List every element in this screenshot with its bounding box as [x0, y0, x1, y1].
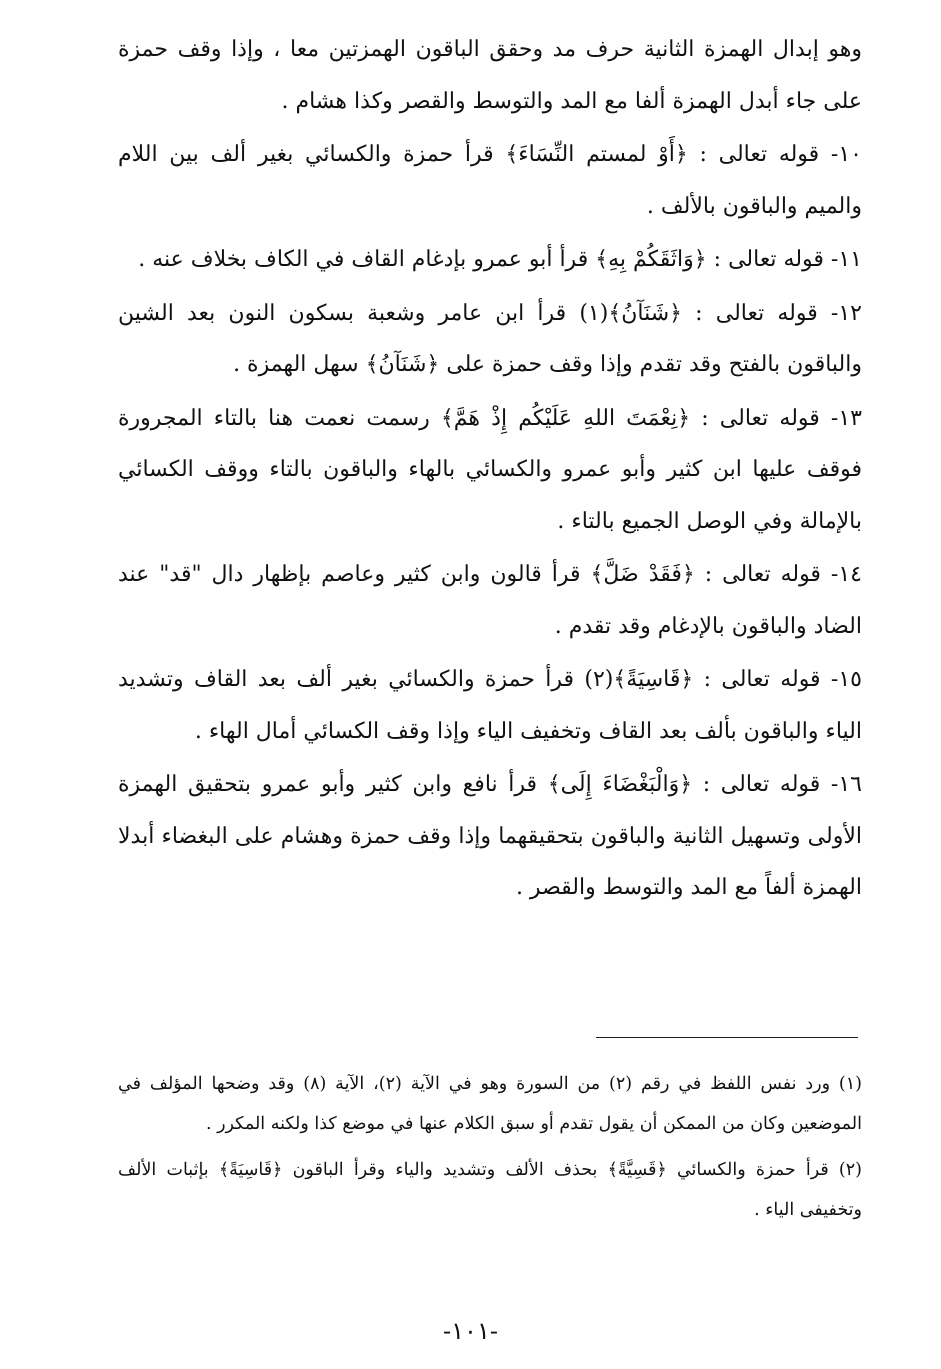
main-text: [118, 24, 862, 914]
paragraph-continuation: وهو إبدال الهمزة الثانية حرف مد وحقق الباقون الهمزتين معا ، وإذا وقف حمزة على جاء أبدل الهمزة ألفا مع المد والتوسط والقصر وكذا هشام .: [118, 37, 862, 114]
paragraph-item-12: ١٢- قوله تعالى : ﴿شَنَآنُ﴾(١) قرأ ابن عامر وشعبة بسكون النون بعد الشين والباقون بالفتح وقد تقدم وإذا وقف حمزة على ﴿شَنَآنُ﴾ سهل الهمزة .: [118, 300, 862, 377]
paragraph-item-14: ١٤- قوله تعالى : ﴿فَقَدْ ضَلَّ﴾ قرأ قالون وابن كثير وعاصم بإظهار دال "قد" عند الضاد والباقون بالإدغام وقد تقدم .: [118, 562, 862, 639]
page-number: -١٠١-: [443, 1317, 498, 1345]
paragraph-item-16: ١٦- قوله تعالى : ﴿وَالْبَغْضَاءَ إِلَى﴾ قرأ نافع وابن كثير وأبو عمرو بتحقيق الهمزة الأولى وتسهيل الثانية والباقون بتحقيقهما وإذا وقف حمزة وهشام على البغضاء أبدلا الهمزة ألفاً مع المد والتوسط والقصر .: [118, 772, 862, 900]
footnote-separator: [596, 1037, 858, 1038]
paragraph-item-15: ١٥- قوله تعالى : ﴿قَاسِيَةً﴾(٢) قرأ حمزة والكسائي بغير ألف بعد القاف وتشديد الياء والباقون بألف بعد القاف وتخفيف الياء وإذا وقف الكسائي أمال الهاء .: [118, 667, 862, 744]
paragraph-item-10: ١٠- قوله تعالى : ﴿أَوْ لمستم النِّسَاءَ﴾ قرأ حمزة والكسائي بغير ألف بين اللام والميم والباقون بالألف .: [118, 142, 862, 219]
paragraph-item-11: ١١- قوله تعالى : ﴿وَاثَقَكُمْ بِهِ﴾ قرأ أبو عمرو بإدغام القاف في الكاف بخلاف عنه .: [138, 247, 862, 272]
footnote-1: (١) ورد نفس اللفظ في رقم (٢) من السورة وهو في الآية (٢)، الآية (٨) وقد وضحها المؤلف في الموضعين وكان من الممكن أن يقول تقدم أو سبق الكلام عنها في موضع كذا ولكنه المكرر .: [118, 1074, 862, 1134]
footnote-2: (٢) قرأ حمزة والكسائي ﴿قَسِيَّةً﴾ بحذف الألف وتشديد والياء وقرأ الباقون ﴿قَاسِيَةً﴾ بإثبات الألف وتخفيفى الياء .: [118, 1160, 862, 1220]
paragraph-item-13: ١٣- قوله تعالى : ﴿نِعْمَتَ اللهِ عَلَيْكُم إِذْ هَمَّ﴾ رسمت نعمت هنا بالتاء المجرورة فوقف عليها ابن كثير وأبو عمرو والكسائي بالهاء والباقون بالتاء ووقف الكسائي بالإمالة وفي الوصل الجميع بالتاء .: [118, 405, 862, 534]
footnotes: [118, 1064, 862, 1230]
